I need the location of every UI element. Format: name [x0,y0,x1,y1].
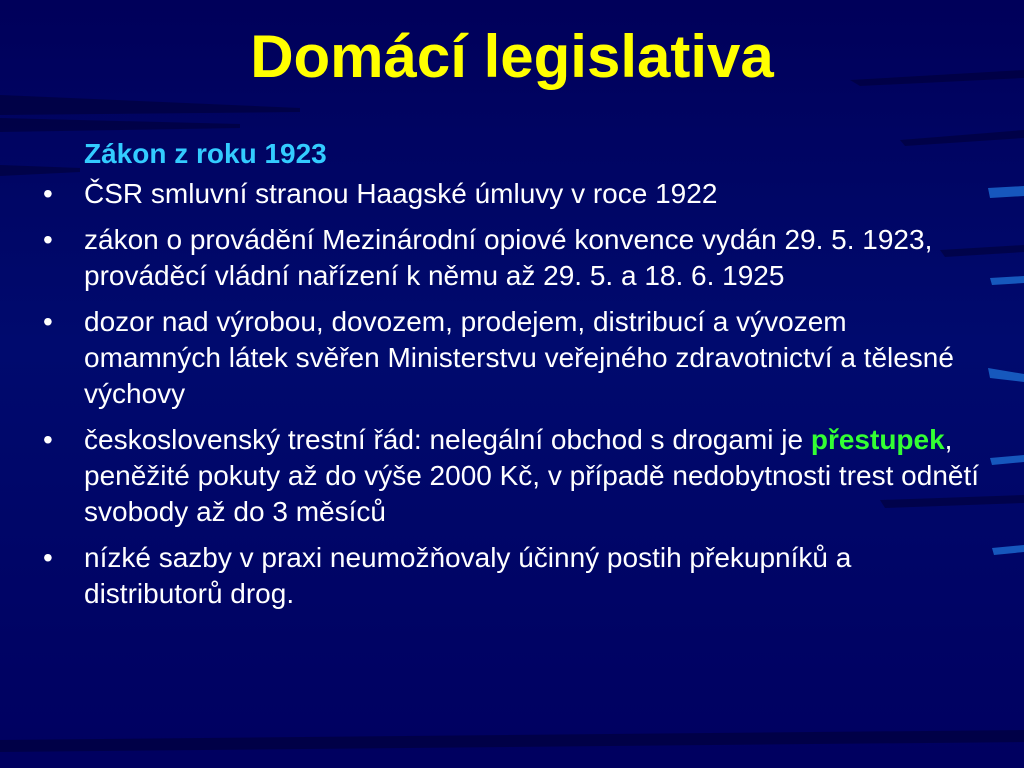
bullet-text: nízké sazby v praxi neumožňovaly účinný postih překupníků a distributorů drog. [84,542,852,609]
bullet-item [40,422,990,530]
bullet-dot-icon: • [43,224,53,255]
bullet-dot-icon: • [43,542,53,573]
bullet-item [40,540,990,612]
bullet-dot-icon: • [43,306,53,337]
slide-content [40,132,990,622]
bullet-text-before: československý trestní řád: nelegální obchod s drogami je [84,424,811,455]
bullet-list [40,176,990,612]
subheading: Zákon z roku 1923 [84,138,327,169]
bullet-dot-icon: • [43,178,53,209]
bullet-item [40,222,990,294]
bullet-text-after: , peněžité pokuty až do výše 2000 Kč, v případě nedobytnosti trest odnětí svobody až do 3 měsíců [84,424,980,527]
bullet-item [40,304,990,412]
bullet-text: dozor nad výrobou, dovozem, prodejem, distribucí a vývozem omamných látek svěřen Ministerstvu veřejného zdravotnictví a tělesné výchovy [84,306,954,409]
bullet-item [40,176,990,212]
slide-title: Domácí legislativa [250,23,774,90]
bullet-dot-icon: • [43,424,53,455]
highlight-term: přestupek [810,424,945,455]
bullet-text: zákon o provádění Mezinárodní opiové konvence vydán 29. 5. 1923, prováděcí vládní nařízení k němu až 29. 5. a 18. 6. 1925 [84,224,933,291]
bullet-text: ČSR smluvní stranou Haagské úmluvy v roce 1922 [84,178,718,209]
